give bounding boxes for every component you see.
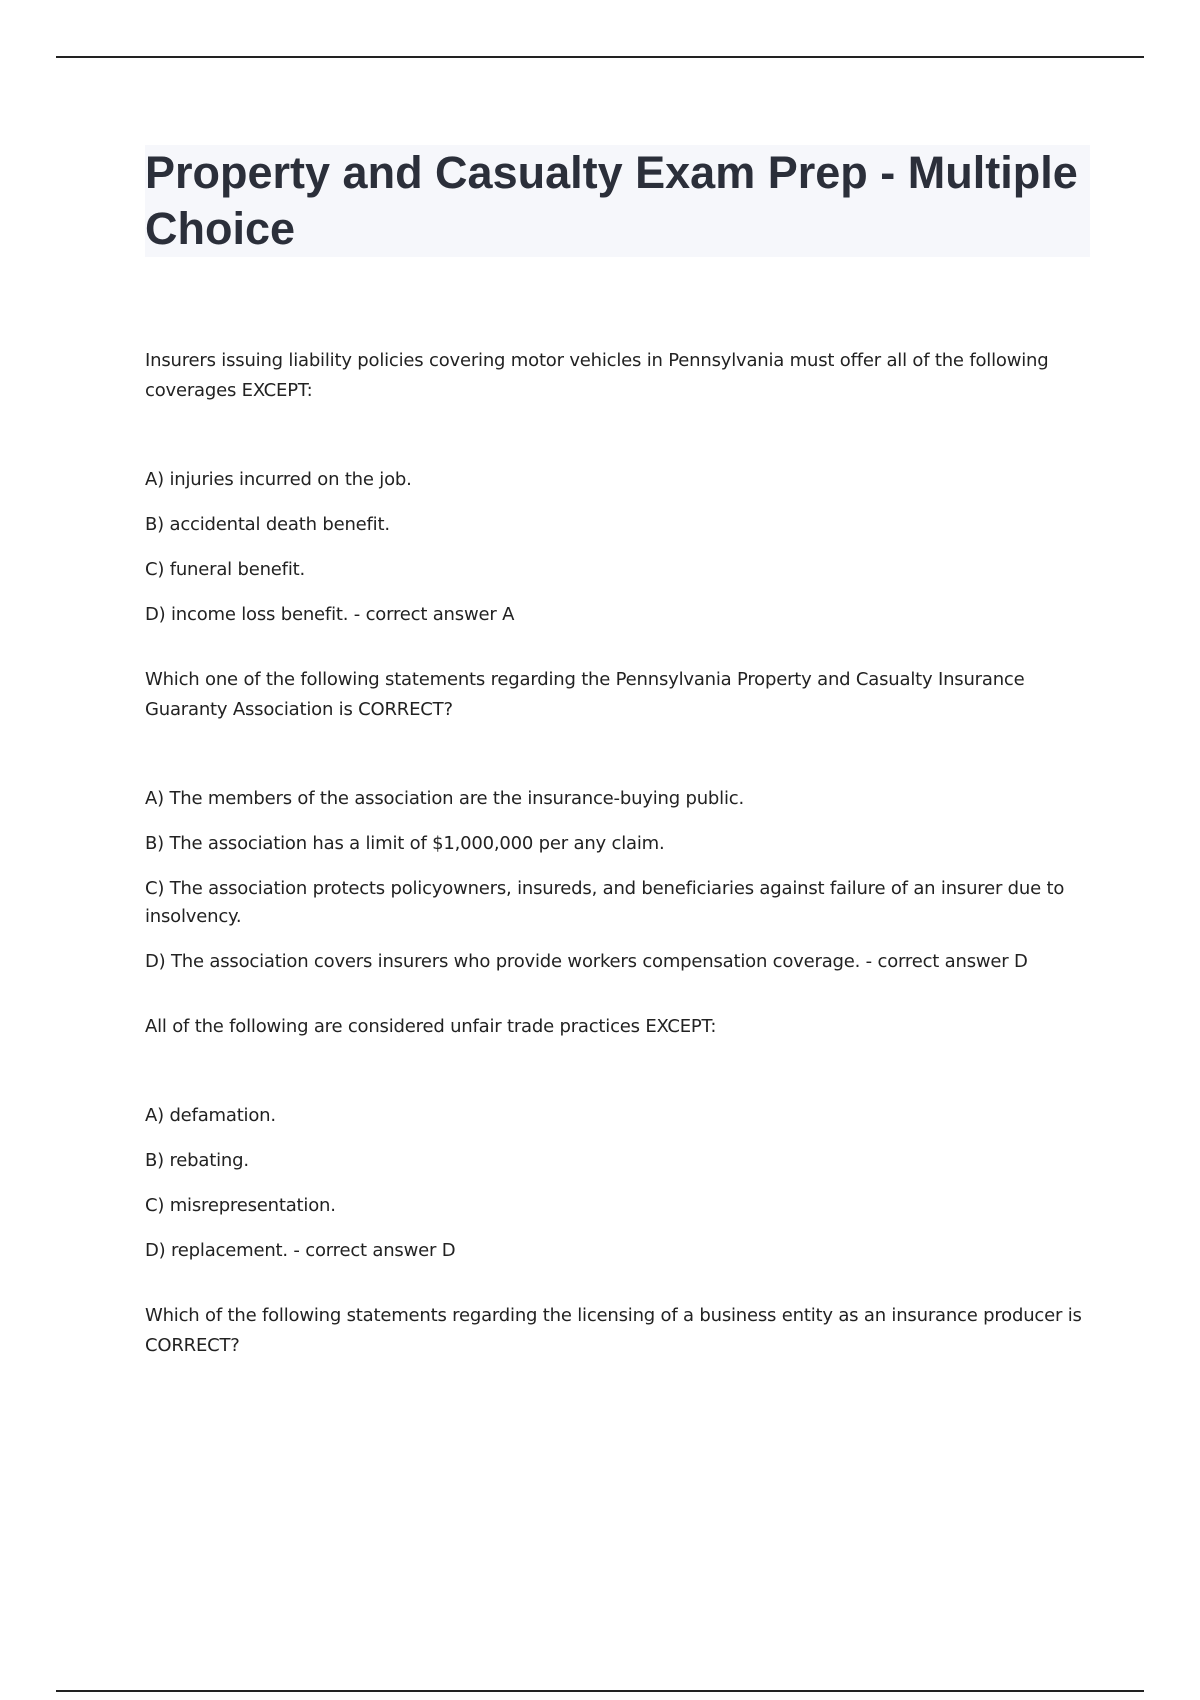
answer-option-c: C) funeral benefit. xyxy=(145,559,305,580)
answer-option-c: C) misrepresentation. xyxy=(145,1195,336,1216)
question-stem: Insurers issuing liability policies covering motor vehicles in Pennsylvania must offer all of the following coverages EXCEPT: xyxy=(145,350,1049,401)
title-banner xyxy=(145,145,1090,257)
question-stem: Which of the following statements regarding the licensing of a business entity as an insurance producer is CORRECT? xyxy=(145,1305,1082,1356)
answer-option-d: D) replacement. - correct answer D xyxy=(145,1240,456,1261)
answer-option-b: B) accidental death benefit. xyxy=(145,514,390,535)
answer-option-b: B) rebating. xyxy=(145,1150,249,1171)
question-list xyxy=(145,346,1090,1361)
question-stem: All of the following are considered unfair trade practices EXCEPT: xyxy=(145,1016,717,1037)
question-4 xyxy=(145,1301,1090,1361)
question-3 xyxy=(145,1012,1090,1265)
answer-option-a: A) defamation. xyxy=(145,1105,276,1126)
bottom-rule xyxy=(56,1690,1144,1692)
answer-option-a: A) The members of the association are the insurance-buying public. xyxy=(145,788,744,809)
document-body xyxy=(145,145,1090,1421)
top-rule xyxy=(56,56,1144,58)
answer-option-a: A) injuries incurred on the job. xyxy=(145,469,412,490)
document-title: Property and Casualty Exam Prep - Multiple Choice xyxy=(145,147,1078,254)
question-1 xyxy=(145,346,1090,629)
answer-option-d: D) income loss benefit. - correct answer A xyxy=(145,604,515,625)
question-2 xyxy=(145,665,1090,976)
answer-option-b: B) The association has a limit of $1,000,000 per any claim. xyxy=(145,833,665,854)
question-stem: Which one of the following statements regarding the Pennsylvania Property and Casualty Insurance Guaranty Association is CORRECT? xyxy=(145,669,1025,720)
answer-option-c: C) The association protects policyowners, insureds, and beneficiaries against failure of an insurer due to insolvency. xyxy=(145,878,1065,927)
answer-option-d: D) The association covers insurers who provide workers compensation coverage. - correct answer D xyxy=(145,951,1028,972)
